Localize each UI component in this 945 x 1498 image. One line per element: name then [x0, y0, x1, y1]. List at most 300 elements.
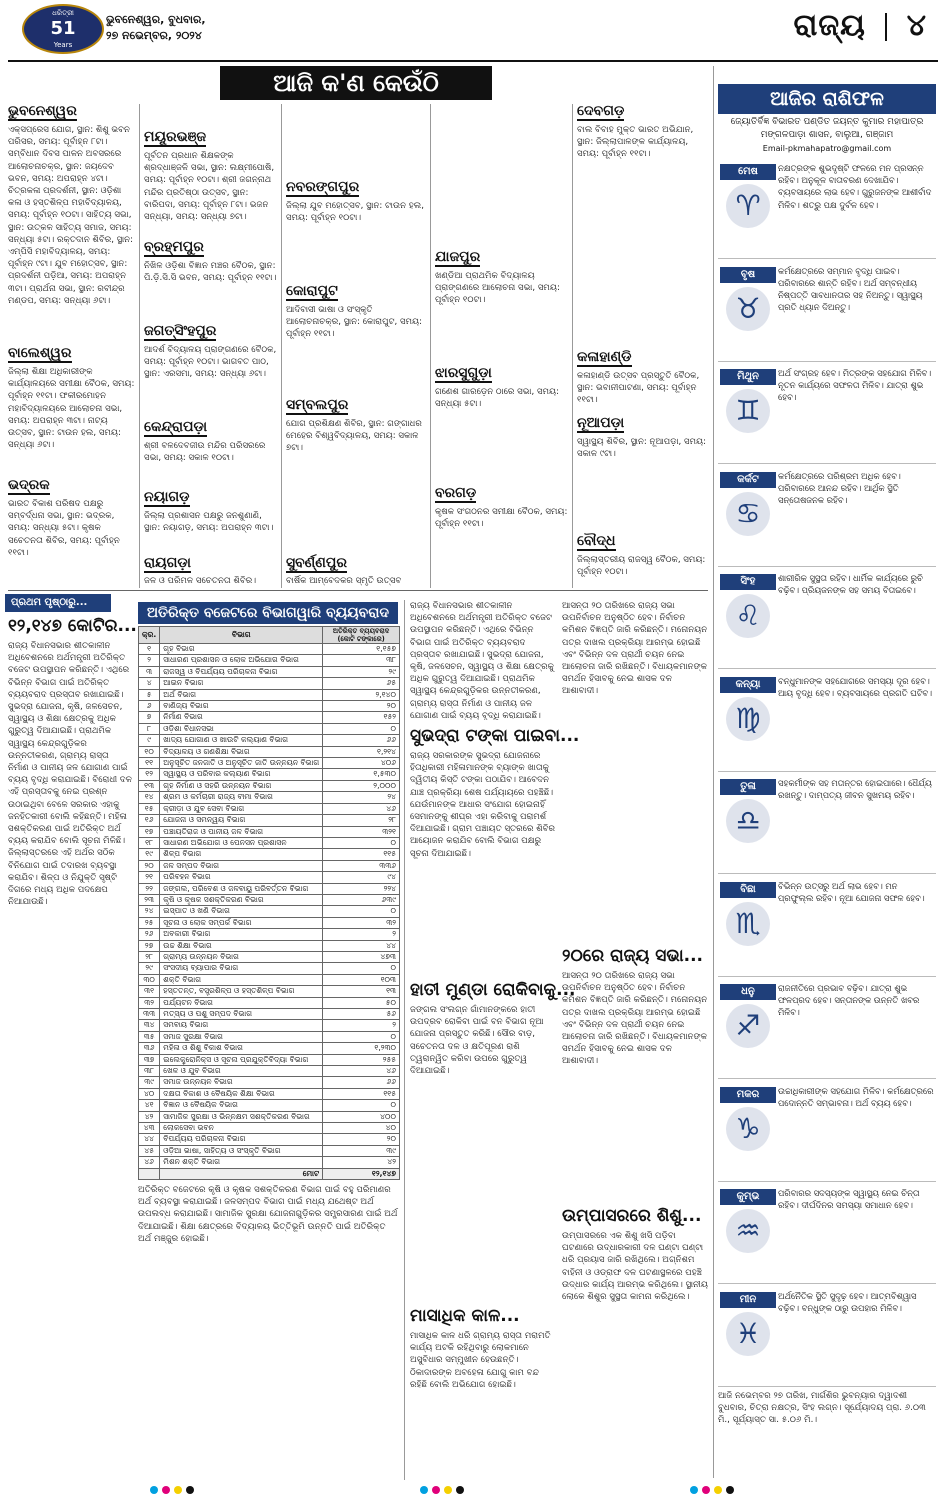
budget-cell-dept: ଇସ୍ପାତ ଓ ଖଣି ବିଭାଗ: [160, 906, 323, 917]
table-row: [139, 906, 400, 917]
horoscope-sign-row: [718, 671, 936, 772]
budget-cell-sl: ୪: [139, 678, 160, 689]
budget-cell-dept: ସାଧାରଣ ପ୍ରଶାସନ ଓ ଲୋକ ଅଭିଯୋଗ ବିଭାଗ: [160, 655, 323, 666]
sign-name: ମିଥୁନ: [720, 369, 776, 385]
budget-cell-amt: ୬୬: [323, 1077, 400, 1088]
budget-cell-amt: ୨,୧୪୦: [323, 689, 400, 700]
budget-cell-sl: ୨୪: [139, 906, 160, 917]
table-row: [139, 997, 400, 1008]
zodiac-sign-icon: ♉: [726, 287, 770, 331]
city-heading-kendrapara: କେନ୍ଦ୍ରାପଡ଼ା: [144, 420, 207, 437]
city-heading-sambalpur: ସମ୍ବଲପୁର: [286, 398, 348, 415]
section-banner: ଆଜି କ'ଣ କେଉଁଠି: [220, 66, 492, 100]
budget-cell-amt: ୦: [323, 1100, 400, 1111]
budget-cell-dept: ଅର୍ଥ ବିଭାଗ: [160, 689, 323, 700]
budget-cell-amt: ୫୦: [323, 997, 400, 1008]
budget-cell-amt: ୧୦୩: [323, 974, 400, 985]
budget-cell-sl: ୩୫: [139, 1031, 160, 1042]
budget-cell-dept: ଓଡ଼ିଶା ବିଧାନସଭା: [160, 723, 323, 734]
sign-prediction: ଅର୍ଥ ସଂଗ୍ରହ ହେବ। ମିତ୍ରଙ୍କ ସହଯୋଗ ମିଳିବ। ନୂତନ କାର୍ଯ୍ୟରେ ସଫଳତା ମିଳିବ। ଯାତ୍ରା ଶୁଭ ହେବ।: [778, 368, 932, 403]
zodiac-sign-icon: ♐: [726, 1004, 770, 1048]
sign-name: ସିଂହ: [720, 574, 776, 590]
table-row: [139, 1020, 400, 1031]
budget-cell-dept: ହସ୍ତତନ୍ତ, ବସ୍ତ୍ରଶିଳ୍ପ ଓ ହସ୍ତଶିଳ୍ପ ବିଭାଗ: [160, 986, 323, 997]
budget-cell-dept: ମହିଳା ଓ ଶିଶୁ ବିକାଶ ବିଭାଗ: [160, 1043, 323, 1054]
budget-cell-sl: ୩୬: [139, 1043, 160, 1054]
budget-cell-amt: ୪୬: [323, 1066, 400, 1077]
table-row: [139, 951, 400, 962]
registration-dot: [444, 1486, 452, 1494]
page-number: ୪: [906, 8, 927, 43]
table-row: [139, 1157, 400, 1168]
budget-cell-sl: ୧୩: [139, 780, 160, 791]
table-row: [139, 929, 400, 940]
column-divider: [404, 600, 405, 1480]
events-text-rayagada: ଜଳ ଓ ପରିମଳ ସଚେତନତା ଶିବିର।: [144, 576, 257, 586]
newspaper-logo: [22, 4, 104, 54]
city-heading-nuapada: ନୂଆପଡ଼ା: [577, 416, 624, 433]
city-heading-jharsuguda: ଝାରସୁଗୁଡ଼ା: [435, 366, 492, 383]
budget-cell-sl: ୪୦: [139, 1088, 160, 1099]
budget-cell-dept: ଗୃହ ବିଭାଗ: [160, 644, 323, 655]
section-rule: [8, 590, 708, 591]
budget-cell-amt: ୪୪: [323, 940, 400, 951]
budget-cell-dept: ଲୋକସେବା ଭବନ: [160, 1123, 323, 1134]
table-row: [139, 883, 400, 894]
horoscope-banner: ଆଜିର ରାଶିଫଳ: [718, 84, 936, 114]
budget-cell-sl: ୧୦: [139, 746, 160, 757]
budget-cell-dept: ଗୃହ ନିର୍ମାଣ ଓ ସହରି ଉନ୍ନୟନ ବିଭାଗ: [160, 780, 323, 791]
sign-prediction: ଅର୍ଥନୈତିକ ସ୍ଥିତି ସୁଦୃଢ଼ ହେବ। ଆତ୍ମବିଶ୍ୱାସ ବଢ଼ିବ। ବନ୍ଧୁଙ୍କ ଠାରୁ ଉପହାର ମିଳିବ।: [778, 1290, 917, 1313]
horoscope-sign-row: [718, 876, 936, 977]
budget-cell-dept: ଆଇନ ବିଭାଗ: [160, 678, 323, 689]
city-heading-balasore: ବାଲେଶ୍ୱର: [8, 346, 72, 363]
table-row: [139, 1123, 400, 1134]
budget-cell-dept: ବିଜ୍ଞାନ ଓ ବୈଷୟିକ ବିଭାଗ: [160, 1100, 323, 1111]
table-row: [139, 758, 400, 769]
city-heading-rayagada: ରାୟଗଡ଼ା: [144, 556, 191, 573]
sign-prediction: ଶାରୀରିକ ସୁସ୍ଥତା ରହିବ। ଧାର୍ମିକ କାର୍ଯ୍ୟରେ ରୁଚି ବଢ଼ିବ। ପ୍ରିୟଜନଙ୍କ ସହ ସମୟ ବିତାଇବେ।: [778, 573, 923, 596]
sign-name: ଧନୁ: [720, 984, 776, 1000]
zodiac-sign-icon: ♓: [726, 1312, 770, 1356]
city-heading-deogarh: ଦେବଗଡ଼: [577, 104, 624, 121]
table-row: [139, 917, 400, 928]
budget-cell-sl: ୨୦: [139, 860, 160, 871]
zodiac-sign-icon: ♎: [726, 799, 770, 843]
city-heading-bhadrak: ଭଦ୍ରକ: [8, 478, 50, 495]
budget-cell-amt: ୦: [323, 837, 400, 848]
budget-cell-dept: କୃଷି ଓ କୃଷକ ସଶକ୍ତିକରଣ ବିଭାଗ: [160, 894, 323, 905]
budget-cell-amt: ୨୫୫: [323, 1054, 400, 1065]
budget-cell-amt: ୬୩୯: [323, 894, 400, 905]
city-heading-nayagarh: ନୟାଗଡ଼: [144, 490, 190, 507]
sign-name: ବିଛା: [720, 882, 776, 898]
budget-cell-amt: ୨୨୪: [323, 883, 400, 894]
article-child-borewell: ଉମ୍ପାସରରେ ଏକ ଶିଶୁ ଖସି ପଡ଼ିବା ଘଟଣାରେ ଉଦ୍ଧାରକାରୀ ଦଳ ଘଣ୍ଟା ଘଣ୍ଟା ଧରି ପ୍ରୟାସ ଜାରି ରଖିଥିଲେ। ଅଗ୍ନିଶମ ବାହିନୀ ଓ ଓଡ୍ରାଫ ଦଳ ଘଟଣାସ୍ଥଳରେ ପହଞ୍ଚି ଉଦ୍ଧାର କାର୍ଯ୍ୟ ଆରମ୍ଭ କରିଥିଲେ। ସ୍ଥାନୀୟ ଲୋକେ ଶିଶୁର ସୁସ୍ଥତା କାମନା କରିଥିଲେ।: [562, 1231, 708, 1303]
budget-cell-sl: ୩୦: [139, 974, 160, 985]
table-row: [139, 1134, 400, 1145]
registration-dot: [726, 1486, 734, 1494]
budget-total-label: ମୋଟ: [160, 1168, 323, 1179]
budget-cell-sl: ୬: [139, 701, 160, 712]
budget-cell-sl: ୮: [139, 723, 160, 734]
budget-cell-amt: ୨,୦୦୦: [323, 780, 400, 791]
events-text-koraput: ଆଦିବାସୀ ଭାଷା ଓ ସଂସ୍କୃତି ଆଲୋଚନାଚକ୍ର, ସ୍ଥାନ: କୋରାପୁଟ, ସମୟ: ପୂର୍ବାହ୍ନ ୧୧ଟା।: [286, 305, 423, 340]
budget-cell-amt: ୧୩: [323, 986, 400, 997]
sign-name: କୁମ୍ଭ: [720, 1189, 776, 1205]
budget-cell-sl: ୩୪: [139, 1020, 160, 1031]
zodiac-sign-icon: ♏: [726, 902, 770, 946]
budget-cell-amt: ୨: [323, 929, 400, 940]
table-row: [139, 723, 400, 734]
column-divider: [572, 104, 573, 588]
col-dept-header: ବିଭାଗ: [160, 627, 323, 644]
horoscope-sign-row: [718, 1183, 936, 1284]
registration-dot: [150, 1486, 158, 1494]
budget-cell-dept: ଶ୍ରମ ଓ କର୍ମଚାରୀ ରାଜ୍ୟ ବୀମା ବିଭାଗ: [160, 792, 323, 803]
budget-cell-amt: ୧,୧୫୭: [323, 644, 400, 655]
table-row: [139, 1009, 400, 1020]
budget-table-body: [139, 644, 400, 1180]
sign-name: ତୁଳା: [720, 779, 776, 795]
sign-prediction: ନକ୍ଷତ୍ରଙ୍କ ଶୁଭଦୃଷ୍ଟି ଫଳରେ ମନ ପ୍ରସନ୍ନ ରହିବ। ଅନୁକୂଳ ବାତାବରଣ ଦେଖାଯିବ। ବ୍ୟବସାୟରେ ଲାଭ ହେବ। ଗୁରୁଜନଙ୍କ ଆଶୀର୍ବାଦ ମିଳିବ। ଶତ୍ରୁ ପକ୍ଷ ଦୁର୍ବଳ ହେବ।: [778, 163, 932, 210]
table-row: [139, 826, 400, 837]
budget-cell-dept: ବିପର୍ଯ୍ୟୟ ପରିଚାଳନା ବିଭାଗ: [160, 1134, 323, 1145]
events-text-nabarangpur: ଜିଲ୍ଲା ଯୁବ ମହୋତ୍ସବ, ସ୍ଥାନ: ଟାଉନ ହଲ, ସମୟ: ପୂର୍ବାହ୍ନ ୧୦ଟା।: [286, 201, 424, 224]
budget-cell-sl: ୩: [139, 666, 160, 677]
budget-cell-amt: ୨୮: [323, 815, 400, 826]
budget-cell-sl: ୩୭: [139, 1054, 160, 1065]
sign-name: ମୀନ: [720, 1292, 776, 1308]
budget-cell-dept: ସ୍ୱାସ୍ଥ୍ୟ ଓ ପରିବାର କଲ୍ୟାଣ ବିଭାଗ: [160, 769, 323, 780]
city-heading-mayurbhanj: ମୟୂରଭଞ୍ଜ: [144, 130, 206, 147]
headline-rajya-sabha: ୨୦ରେ ରାଜ୍ୟ ସଭା...: [562, 946, 704, 966]
budget-cell-sl: ୪୫: [139, 1145, 160, 1156]
events-text-nayagarh: ଜିଲ୍ଲା ପ୍ରଶାସନ ପକ୍ଷରୁ ଜନଶୁଣାଣି, ସ୍ଥାନ: ନୟାଗଡ଼, ସମୟ: ଅପରାହ୍ନ ୩ଟା।: [144, 511, 274, 534]
events-text-balasore: ଜିଲ୍ଲା ଶିକ୍ଷା ଅଧିକାରୀଙ୍କ କାର୍ଯ୍ୟାଳୟରେ ସମୀକ୍ଷା ବୈଠକ, ସମୟ: ପୂର୍ବାହ୍ନ ୧୧ଟା। ଫକୀରମୋହନ ମହାବିଦ୍ୟାଳୟରେ ଆଲୋଚନା ସଭା, ସମୟ: ଅପରାହ୍ନ ୩ଟା। ନାଟ୍ୟ ଉତ୍ସବ, ସ୍ଥାନ: ଟାଉନ ହଲ, ସମୟ: ସନ୍ଧ୍ୟା ୬ଟା।: [8, 367, 135, 451]
budget-table-title: ଅତିରିକ୍ତ ବଜେଟରେ ବିଭାଗୱାରି ବ୍ୟୟବରାଦ: [138, 602, 398, 624]
city-heading-subarnapur: ସୁବର୍ଣ୍ଣପୁର: [286, 556, 347, 573]
budget-cell-sl: ୯: [139, 735, 160, 746]
events-text-berhampur: ନିଖିଳ ଓଡ଼ିଶା ବିଜ୍ଞାନ ମଞ୍ଚର ବୈଠକ, ସ୍ଥାନ: ପି.ଡ଼ି.ସି.ସି ଭବନ, ସମୟ: ପୂର୍ବାହ୍ନ ୧୧ଟା।: [144, 261, 277, 284]
table-row: [139, 780, 400, 791]
events-text-subarnapur: ବାର୍ଷିକ ଆମ୍ବେଦକର ସ୍ମୃତି ଉତ୍ସବ: [286, 576, 402, 586]
budget-cell-amt: ୬୫: [323, 678, 400, 689]
zodiac-sign-icon: ♍: [726, 697, 770, 741]
article-top-middle: ରାଜ୍ୟ ବିଧାନସଭାର ଶୀତକାଳୀନ ଅଧିବେଶନରେ ଅର୍ଥମନ୍ତ୍ରୀ ଅତିରିକ୍ତ ବଜେଟ ଉପସ୍ଥାପନ କରିଛନ୍ତି। ଏଥିରେ ବିଭିନ୍ନ ବିଭାଗ ପାଇଁ ଅତିରିକ୍ତ ବ୍ୟୟବରାଦ ପ୍ରସ୍ତାବ ରଖାଯାଇଛି। ସୁଭଦ୍ରା ଯୋଜନା, କୃଷି, ଜଳସେଚନ, ସ୍ୱାସ୍ଥ୍ୟ ଓ ଶିକ୍ଷା କ୍ଷେତ୍ରକୁ ଅଧିକ ଗୁରୁତ୍ୱ ଦିଆଯାଇଛି। ପ୍ରାଥମିକ ସ୍ୱାସ୍ଥ୍ୟ କେନ୍ଦ୍ରଗୁଡ଼ିକର ଉନ୍ନତୀକରଣ, ଗ୍ରାମ୍ୟ ରାସ୍ତା ନିର୍ମାଣ ଓ ପାନୀୟ ଜଳ ଯୋଗାଣ ପାଇଁ ବ୍ୟୟ ବୃଦ୍ଧି କରାଯାଇଛି।: [410, 601, 554, 720]
section-name: ରାଜ୍ୟ: [793, 8, 866, 43]
budget-cell-sl: ୫: [139, 689, 160, 700]
table-row: [139, 963, 400, 974]
budget-cell-amt: ୪୭୩: [323, 951, 400, 962]
sign-name: ବୃଷ: [720, 267, 776, 283]
sign-name: ମକର: [720, 1087, 776, 1103]
horoscope-sign-row: [718, 978, 936, 1079]
astrologer-name: ଜ୍ୟୋତିର୍ବିଜ୍ଞ ବିଭାରତ ପଣ୍ଡିତ ଜୟନ୍ତ କୁମାର ମହାପାତ୍ର: [730, 117, 924, 127]
budget-cell-sl: ୧୪: [139, 792, 160, 803]
budget-cell-dept: ପଞ୍ଚାୟତିରାଜ ଓ ପାନୀୟ ଜଳ ବିଭାଗ: [160, 826, 323, 837]
budget-cell-dept: ସଂସଦୀୟ ବ୍ୟାପାର ବିଭାଗ: [160, 963, 323, 974]
budget-cell-dept: ସମବାୟ ବିଭାଗ: [160, 1020, 323, 1031]
registration-dot: [456, 1486, 464, 1494]
registration-dot: [432, 1486, 440, 1494]
headline-monthlong: ମାସାଧିକ କାଳ...: [410, 1306, 520, 1326]
events-text-sambalpur: ଯୋଗ ପ୍ରଶିକ୍ଷଣ ଶିବିର, ସ୍ଥାନ: ଗଙ୍ଗାଧର ମେହେର ବିଶ୍ୱବିଦ୍ୟାଳୟ, ସମୟ: ସକାଳ ୭ଟା।: [286, 419, 422, 454]
budget-cell-dept: ସମାଜ ଉନ୍ନୟନ ବିଭାଗ: [160, 1077, 323, 1088]
budget-cell-dept: ସମାଜ ସୁରକ୍ଷା ବିଭାଗ: [160, 1031, 323, 1042]
article-budget-crore: ରାଜ୍ୟ ବିଧାନସଭାର ଶୀତକାଳୀନ ଅଧିବେଶନରେ ଅର୍ଥମନ୍ତ୍ରୀ ଅତିରିକ୍ତ ବଜେଟ ଉପସ୍ଥାପନ କରିଛନ୍ତି। ଏଥିରେ ବିଭିନ୍ନ ବିଭାଗ ପାଇଁ ଅତିରିକ୍ତ ବ୍ୟୟବରାଦ ପ୍ରସ୍ତାବ ରଖାଯାଇଛି। ସୁଭଦ୍ରା ଯୋଜନା, କୃଷି, ଜଳସେଚନ, ସ୍ୱାସ୍ଥ୍ୟ ଓ ଶିକ୍ଷା କ୍ଷେତ୍ରକୁ ଅଧିକ ଗୁରୁତ୍ୱ ଦିଆଯାଇଛି। ପ୍ରାଥମିକ ସ୍ୱାସ୍ଥ୍ୟ କେନ୍ଦ୍ରଗୁଡ଼ିକର ଉନ୍ନତୀକରଣ, ଗ୍ରାମ୍ୟ ରାସ୍ତା ନିର୍ମାଣ ଓ ପାନୀୟ ଜଳ ଯୋଗାଣ ପାଇଁ ବ୍ୟୟ ବୃଦ୍ଧି କରାଯାଇଛି। ବିରୋଧୀ ଦଳ ଏହି ପ୍ରସ୍ତାବକୁ ନେଇ ପ୍ରଶ୍ନ ଉଠାଇଥିବା ବେଳେ ସରକାର ଏହାକୁ ଜନହିତକାରୀ ବୋଲି କହିଛନ୍ତି। ମହିଳା ସଶକ୍ତିକରଣ ପାଇଁ ଅତିରିକ୍ତ ଅର୍ଥ ବ୍ୟୟ କରାଯିବ ବୋଲି ସୂଚନା ମିଳିଛି। ଜିଲ୍ଲାସ୍ତରରେ ଏହି ଅର୍ଥର ସଠିକ ବିନିଯୋଗ ପାଇଁ ତଦାରଖ ବ୍ୟବସ୍ଥା କରାଯିବ। ଶିଳ୍ପ ଓ ନିଯୁକ୍ତି ସୃଷ୍ଟି ଦିଗରେ ମଧ୍ୟ ଅଧିକ ପଦକ୍ଷେପ ନିଆଯାଉଛି।: [8, 641, 132, 908]
budget-cell-amt: ୩୮: [323, 655, 400, 666]
table-row: [139, 815, 400, 826]
registration-dot: [702, 1486, 710, 1494]
budget-cell-amt: ୬୬: [323, 735, 400, 746]
budget-cell-amt: ୩୯: [323, 1145, 400, 1156]
astrologer-place: ମଙ୍ଗଳପାଡ଼ା ଶାସନ, ବାଲୁଆ, ଗଞ୍ଜାମ: [760, 130, 894, 140]
table-row: [139, 1043, 400, 1054]
table-row: [139, 1100, 400, 1111]
budget-cell-dept: ଅବକାରୀ ବିଭାଗ: [160, 929, 323, 940]
budget-cell-dept: ଜଙ୍ଗଲ, ପରିବେଶ ଓ ଜଳବାୟୁ ପରିବର୍ତ୍ତନ ବିଭାଗ: [160, 883, 323, 894]
budget-total-value: ୧୨,୧୪୭: [323, 1168, 400, 1179]
events-text-mayurbhanj: ପୂର୍ବତନ ପ୍ରଧାନ ଶିକ୍ଷକଙ୍କ ଶ୍ରଦ୍ଧାଞ୍ଜଳି ସଭା, ସ୍ଥାନ: ଲକ୍ଷ୍ମୀପୋଷି, ସମୟ: ପୂର୍ବାହ୍ନ ୧୦ଟା। ଶ୍ରୀ ଜଗନ୍ନାଥ ମନ୍ଦିର ପ୍ରତିଷ୍ଠା ଉତ୍ସବ, ସ୍ଥାନ: ବାରିପଦା, ସମୟ: ପୂର୍ବାହ୍ନ ୮ଟା। ଭଜନ ସନ୍ଧ୍ୟା, ସମୟ: ସନ୍ଧ୍ୟା ୭ଟା।: [144, 151, 275, 223]
table-row: [139, 792, 400, 803]
budget-cell-dept: ଯୋଜନା ଓ ସମନ୍ୱୟ ବିଭାଗ: [160, 815, 323, 826]
events-text-nuapada: ସ୍ୱାସ୍ଥ୍ୟ ଶିବିର, ସ୍ଥାନ: ନୂଆପଡ଼ା, ସମୟ: ସକାଳ ୯ଟା।: [577, 437, 707, 460]
column-divider: [713, 66, 714, 1478]
budget-cell-amt: ୦: [323, 1031, 400, 1042]
city-heading-kalahandi: କଳାହାଣ୍ଡି: [577, 350, 632, 367]
table-row: [139, 735, 400, 746]
dateline: [106, 12, 206, 44]
events-text-deogarh: ବାଲ ବିବାହ ମୁକ୍ତ ଭାରତ ଅଭିଯାନ, ସ୍ଥାନ: ଜିଲ୍ଲାପାଳଙ୍କ କାର୍ଯ୍ୟାଳୟ, ସମୟ: ପୂର୍ବାହ୍ନ ୧୧ଟା।: [577, 125, 694, 160]
budget-cell-amt: ୧୧୫: [323, 1088, 400, 1099]
city-heading-berhampur: ବ୍ରହ୍ମପୁର: [144, 240, 204, 257]
table-row: [139, 1077, 400, 1088]
budget-cell-amt: ୫୬: [323, 1009, 400, 1020]
article-monthlong: ମାସାଧିକ କାଳ ଧରି ଗ୍ରାମ୍ୟ ରାସ୍ତା ମରାମତି କାର୍ଯ୍ୟ ଅଟକି ରହିଥିବାରୁ ଲୋକମାନେ ଅସୁବିଧାର ସମ୍ମୁଖୀନ ହେଉଛନ୍ତି। ଠିକାଦାରଙ୍କ ଅବହେଳା ଯୋଗୁ କାମ ବନ୍ଦ ରହିଛି ବୋଲି ଅଭିଯୋଗ ହୋଇଛି।: [410, 1331, 551, 1390]
budget-cell-sl: ୩୯: [139, 1077, 160, 1088]
table-row: [139, 1145, 400, 1156]
horoscope-sign-row: [718, 773, 936, 874]
almanac-text: ଆଜି ନଭେମ୍ବର ୨୭ ତାରିଖ, ମାର୍ଗଶିର ଭୁବନ୍ୟାର ଦ୍ୱାଦଶୀ ବୁଧବାର, ଚିତ୍ରା ନକ୍ଷତ୍ର, ସିଂହ ଲଗ୍ନ। ସୂର୍ଯ୍ୟୋଦୟ ପ୍ରା. ୬.୦୩ ମି., ସୂର୍ଯ୍ୟାସ୍ତ ସା. ୫.୦୬ ମି.।: [718, 1391, 926, 1426]
budget-cell-sl: ୨୮: [139, 951, 160, 962]
budget-cell-dept: ଖେଳ ଓ ଯୁବ ବିଭାଗ: [160, 1066, 323, 1077]
logo-brand: ଧରିତ୍ରୀ: [52, 9, 74, 17]
budget-cell-amt: ୨୦: [323, 701, 400, 712]
budget-cell-sl: ୨୫: [139, 917, 160, 928]
budget-cell-amt: ୩୩୬: [323, 860, 400, 871]
budget-cell-dept: ଓଡ଼ିଆ ଭାଷା, ସାହିତ୍ୟ ଓ ସଂସ୍କୃତି ବିଭାଗ: [160, 1145, 323, 1156]
horoscope-sign-row: [718, 1286, 936, 1387]
sign-prediction: ବିଭିନ୍ନ ଉତ୍ସରୁ ଅର୍ଥ ଲାଭ ହେବ। ମନ ପ୍ରଫୁଲ୍ଲ ରହିବ। ନୂଆ ଯୋଜନା ସଫଳ ହେବ।: [778, 880, 925, 903]
page-section-label: [794, 8, 927, 43]
city-heading-nabarangpur: ନବରଙ୍ଗପୁର: [286, 180, 359, 197]
zodiac-sign-icon: ♑: [726, 1107, 770, 1151]
table-row: [139, 769, 400, 780]
budget-cell-dept: ଶିଳ୍ପ ବିଭାଗ: [160, 849, 323, 860]
table-header-row: [139, 627, 400, 644]
headline-budget-crore: ୧୨,୧୪୭ କୋଟିର...: [8, 616, 137, 636]
events-text-kalahandi: କଳାହାଣ୍ଡି ଉତ୍ସବ ପ୍ରସ୍ତୁତି ବୈଠକ, ସ୍ଥାନ: ଭବାନୀପାଟଣା, ସମୟ: ପୂର୍ବାହ୍ନ ୧୧ଟା।: [577, 371, 700, 406]
sign-name: କର୍କଟ: [720, 472, 776, 488]
table-row: [139, 644, 400, 655]
budget-cell-dept: ବାଣିଜ୍ୟ ବିଭାଗ: [160, 701, 323, 712]
budget-cell-amt: ୨୯: [323, 666, 400, 677]
budget-cell-sl: ୪୬: [139, 1157, 160, 1168]
budget-cell-dept: ଗ୍ରାମ୍ୟ ଉନ୍ନୟନ ବିଭାଗ: [160, 951, 323, 962]
budget-cell-dept: ସାଧାରଣ ଅଭିଯୋଗ ଓ ପେନସନ ପ୍ରଶାସନ: [160, 837, 323, 848]
table-row: [139, 1111, 400, 1122]
budget-cell-dept: ମିଶନ ଶକ୍ତି ବିଭାଗ: [160, 1157, 323, 1168]
table-row: [139, 655, 400, 666]
events-text-boudh: ଜିଲ୍ଲାସ୍ତରୀୟ ରାଜସ୍ୱ ବୈଠକ, ସମୟ: ପୂର୍ବାହ୍ନ ୧୦ଟା।: [577, 555, 706, 578]
logo-years: 51: [50, 18, 76, 39]
budget-cell-amt: ୨: [323, 1020, 400, 1031]
article-rajya-sabha: ଆସନ୍ତା ୨୦ ତାରିଖରେ ରାଜ୍ୟ ସଭା ଉପନିର୍ବାଚନ ଅନୁଷ୍ଠିତ ହେବ। ନିର୍ବାଚନ କମିଶନ ବିଜ୍ଞପ୍ତି ଜାରି କରିଛନ୍ତି। ମନୋନୟନ ପତ୍ର ଦାଖଲ ପ୍ରକ୍ରିୟା ଆରମ୍ଭ ହୋଇଛି ଏବଂ ବିଭିନ୍ନ ଦଳ ପ୍ରାର୍ଥୀ ଚୟନ ନେଇ ଆଲୋଚନା ଜାରି ରଖିଛନ୍ତି। ବିଧାୟକମାନଙ୍କ ସମର୍ଥନ ହିସାବକୁ ନେଇ ଶାସକ ଦଳ ଆଶାବାଦୀ।: [562, 971, 708, 1067]
events-text-bargarh: କୃଷକ ସଂଗଠନର ସମୀକ୍ଷା ବୈଠକ, ସମୟ: ପୂର୍ବାହ୍ନ ୧୧ଟା।: [435, 507, 568, 530]
table-row: [139, 974, 400, 985]
headline-subhadra: ସୁଭଦ୍ରା ଟଙ୍କା ପାଇବା...: [410, 726, 580, 746]
table-row: [139, 1088, 400, 1099]
registration-dot: [162, 1486, 170, 1494]
table-row: [139, 1066, 400, 1077]
budget-cell-dept: ଦକ୍ଷତା ବିକାଶ ଓ ବୈଷୟିକ ଶିକ୍ଷା ବିଭାଗ: [160, 1088, 323, 1099]
budget-cell-sl: ୧୮: [139, 837, 160, 848]
events-text-kendrapara: ଶ୍ରୀ ବଳଦେବଜୀଉ ମନ୍ଦିର ପରିସରରେ ସଭା, ସମୟ: ସକାଳ ୧୦ଟା।: [144, 441, 266, 464]
sign-prediction: କର୍ମକ୍ଷେତ୍ରରେ ପରିଶ୍ରମ ଅଧିକ ହେବ। ପରିବାରରେ ଆନନ୍ଦ ରହିବ। ଆର୍ଥିକ ସ୍ଥିତି ସନ୍ତୋଷଜନକ ରହିବ।: [778, 470, 901, 505]
dateline-city-day: ଭୁବନେଶ୍ୱର, ବୁଧବାର,: [106, 13, 206, 26]
sign-prediction: ସହକର୍ମୀଙ୍କ ସହ ମତାନ୍ତର ହୋଇପାରେ। ଧୈର୍ଯ୍ୟ ରଖନ୍ତୁ। ଦାମ୍ପତ୍ୟ ଜୀବନ ସୁଖମୟ ରହିବ।: [778, 778, 932, 801]
city-heading-koraput: କୋରାପୁଟ: [286, 284, 338, 301]
registration-dot: [690, 1486, 698, 1494]
table-row: [139, 1031, 400, 1042]
budget-cell-amt: ୩୨: [323, 917, 400, 928]
budget-cell-dept: ରାଜସ୍ୱ ଓ ବିପର୍ଯ୍ୟୟ ପରିଚାଳନା ବିଭାଗ: [160, 666, 323, 677]
budget-cell-dept: ଉଚ୍ଚ ଶିକ୍ଷା ବିଭାଗ: [160, 940, 323, 951]
astrologer-email: Email-pkmahapatro@gmail.com: [762, 144, 892, 153]
budget-cell-sl: ୨୯: [139, 963, 160, 974]
zodiac-sign-icon: ♊: [726, 389, 770, 433]
budget-cell-dept: ବିଦ୍ୟାଳୟ ଓ ଗଣଶିକ୍ଷା ବିଭାଗ: [160, 746, 323, 757]
budget-cell-amt: ୨୦: [323, 1134, 400, 1145]
budget-cell-amt: ୧,୨୩୦: [323, 1043, 400, 1054]
budget-cell-amt: ୦: [323, 963, 400, 974]
sign-prediction: କର୍ମକ୍ଷେତ୍ରରେ ସମ୍ମାନ ବୃଦ୍ଧି ପାଇବ। ପରିବାରରେ ଶାନ୍ତି ରହିବ। ଅର୍ଥ ସମ୍ବନ୍ଧୀୟ ନିଷ୍ପତ୍ତି ସାବଧାନତାର ସହ ନିଅନ୍ତୁ। ସ୍ୱାସ୍ଥ୍ୟ ପ୍ରତି ଧ୍ୟାନ ଦିଅନ୍ତୁ।: [778, 265, 923, 313]
article-elephant: ଜଙ୍ଗଲ ସଂଲଗ୍ନ ଗାଁମାନଙ୍କରେ ହାତୀ ଉପଦ୍ରବ ରୋକିବା ପାଇଁ ବନ ବିଭାଗ ନୂଆ ଯୋଜନା ପ୍ରସ୍ତୁତ କରିଛି। ସୌର ବାଡ଼, ସଚେତନତା ଦଳ ଓ କ୍ଷତିପୂରଣ ରାଶି ତ୍ୱରାନ୍ୱିତ କରିବା ଉପରେ ଗୁରୁତ୍ୱ ଦିଆଯାଇଛି।: [410, 1005, 544, 1077]
city-heading-jajpur: ଯାଜପୁର: [435, 250, 480, 267]
print-registration-bar: [0, 1486, 945, 1494]
article-budget-continued: ଅତିରିକ୍ତ ବଜେଟରେ କୃଷି ଓ କୃଷକ ସଶକ୍ତିକରଣ ବିଭାଗ ପାଇଁ ବହୁ ପରିମାଣର ଅର୍ଥ ବ୍ୟବସ୍ଥା କରାଯାଇଛି। ଜଳସମ୍ପଦ ବିଭାଗ ପାଇଁ ମଧ୍ୟ ଯଥେଷ୍ଟ ଅର୍ଥ ଉପଲବ୍ଧ କରାଯାଇଛି। ସାମାଜିକ ସୁରକ୍ଷା ଯୋଜନାଗୁଡ଼ିକର ସମ୍ପ୍ରସାରଣ ପାଇଁ ଅର୍ଥ ଦିଆଯାଇଛି। ଶିକ୍ଷା କ୍ଷେତ୍ରରେ ବିଦ୍ୟାଳୟ ଭିତ୍ତିଭୂମି ଉନ୍ନତି ପାଇଁ ଅତିରିକ୍ତ ଅର୍ଥ ମଞ୍ଜୁର ହୋଇଛି।: [138, 1185, 398, 1244]
budget-cell-amt: ୪୨: [323, 1157, 400, 1168]
events-text-jharsuguda: ଗଣେଶ ଗାରଡ଼େନ ଠାରେ ସଭା, ସମୟ: ସନ୍ଧ୍ୟା ୫ଟା।: [435, 387, 559, 410]
sign-prediction: ପରିବାରର ସଦସ୍ୟଙ୍କ ସ୍ୱାସ୍ଥ୍ୟ ନେଇ ଚିନ୍ତା ରହିବ। ଦୀର୍ଘଦିନର ସମସ୍ୟା ସମାଧାନ ହେବ।: [778, 1188, 920, 1211]
horoscope-sign-row: [718, 568, 936, 669]
column-divider: [281, 104, 282, 588]
budget-cell-sl: ୩୨: [139, 997, 160, 1008]
events-text-jajpur: ଖଣ୍ଡିଆ ପ୍ରାଥମିକ ବିଦ୍ୟାଳୟ ପ୍ରାଙ୍ଗଣରେ ଆଲୋଚନା ସଭା, ସମୟ: ପୂର୍ବାହ୍ନ ୧୦ଟା।: [435, 271, 560, 306]
horoscope-sign-row: [718, 363, 936, 464]
table-row: [139, 712, 400, 723]
col-sl-header: କ୍ର.: [139, 627, 160, 644]
budget-cell-amt: ୧୫୨: [323, 712, 400, 723]
masthead-rule: [8, 60, 938, 62]
budget-cell-amt: ୪୦: [323, 1123, 400, 1134]
headline-child-borewell: ଉମ୍ପାସରରେ ଶିଶୁ...: [562, 1206, 702, 1226]
column-divider: [139, 104, 140, 588]
budget-cell-sl: ୪୨: [139, 1111, 160, 1122]
table-row: [139, 872, 400, 883]
zodiac-sign-icon: ♌: [726, 594, 770, 638]
article-right-middle: ଆସନ୍ତା ୨୦ ତାରିଖରେ ରାଜ୍ୟ ସଭା ଉପନିର୍ବାଚନ ଅନୁଷ୍ଠିତ ହେବ। ନିର୍ବାଚନ କମିଶନ ବିଜ୍ଞପ୍ତି ଜାରି କରିଛନ୍ତି। ମନୋନୟନ ପତ୍ର ଦାଖଲ ପ୍ରକ୍ରିୟା ଆରମ୍ଭ ହୋଇଛି ଏବଂ ବିଭିନ୍ନ ଦଳ ପ୍ରାର୍ଥୀ ଚୟନ ନେଇ ଆଲୋଚନା ଜାରି ରଖିଛନ୍ତି। ବିଧାୟକମାନଙ୍କ ସମର୍ଥନ ହିସାବକୁ ନେଇ ଶାସକ ଦଳ ଆଶାବାଦୀ।: [562, 601, 708, 697]
budget-cell-amt: ୧୧୫: [323, 849, 400, 860]
events-text-bhubaneswar: ଏକ୍ସପ୍ରେସ ଯୋଗ, ସ୍ଥାନ: ଶିଶୁ ଭବନ ପରିସର, ସମୟ: ପୂର୍ବାହ୍ନ ୮ଟା। ସମ୍ବିଧାନ ଦିବସ ପାଳନ ଅବସରରେ ଆଲୋଚନାଚକ୍ର, ସ୍ଥାନ: ଜୟଦେବ ଭବନ, ସମୟ: ଅପରାହ୍ନ ୪ଟା। ଚିତ୍ରକଳା ପ୍ରଦର୍ଶନୀ, ସ୍ଥାନ: ଓଡ଼ିଶା କଳା ଓ ହସ୍ତଶିଳ୍ପ ମହାବିଦ୍ୟାଳୟ, ସମୟ: ପୂର୍ବାହ୍ନ ୧୦ଟା। ସାହିତ୍ୟ ସଭା, ସ୍ଥାନ: ଉତ୍କଳ ସାହିତ୍ୟ ସମାଜ, ସମୟ: ସନ୍ଧ୍ୟା ୫ଟା। ରକ୍ତଦାନ ଶିବିର, ସ୍ଥାନ: ଏମ୍‌ପିସି ମହାବିଦ୍ୟାଳୟ, ସମୟ: ପୂର୍ବାହ୍ନ ୯ଟା। ଯୁବ ମହୋତ୍ସବ, ସ୍ଥାନ: ପ୍ରଦର୍ଶନୀ ପଡ଼ିଆ, ସମୟ: ଅପରାହ୍ନ ୩ଟା। ପ୍ରାର୍ଥନା ସଭା, ସ୍ଥାନ: ରବୀନ୍ଦ୍ର ମଣ୍ଡପ, ସମୟ: ସନ୍ଧ୍ୟା ୬ଟା।: [8, 125, 133, 306]
table-row: [139, 1054, 400, 1065]
budget-cell-amt: ୪୦୦: [323, 1111, 400, 1122]
table-row: [139, 860, 400, 871]
budget-table: [138, 626, 400, 1180]
budget-cell-amt: ୩୨୧: [323, 826, 400, 837]
table-row: [139, 986, 400, 997]
budget-cell-dept: ଅନୁସୂଚିତ ଜନଜାତି ଓ ଅନୁସୂଚିତ ଜାତି ଉନ୍ନୟନ ବିଭାଗ: [160, 758, 323, 769]
table-row: [139, 837, 400, 848]
budget-cell-sl: ୩୧: [139, 986, 160, 997]
sign-name: କନ୍ୟା: [720, 677, 776, 693]
budget-cell-dept: ପର୍ଯ୍ୟଟନ ବିଭାଗ: [160, 997, 323, 1008]
budget-cell-sl: ୨୩: [139, 894, 160, 905]
budget-cell-sl: ୨୨: [139, 883, 160, 894]
table-row: [139, 689, 400, 700]
zodiac-sign-icon: ♒: [726, 1209, 770, 1253]
budget-cell-sl: ୧୯: [139, 849, 160, 860]
budget-cell-dept: ନିର୍ମାଣ ବିଭାଗ: [160, 712, 323, 723]
budget-cell-sl: ୧୫: [139, 803, 160, 814]
budget-cell-sl: ୧୬: [139, 815, 160, 826]
budget-cell-dept: ସୂଚନା ଓ ଲୋକ ସମ୍ପର୍କ ବିଭାଗ: [160, 917, 323, 928]
registration-dot: [420, 1486, 428, 1494]
table-row: [139, 746, 400, 757]
table-row: [139, 894, 400, 905]
budget-cell-sl: ୧୨: [139, 769, 160, 780]
registration-dot: [174, 1486, 182, 1494]
registration-dot: [186, 1486, 194, 1494]
col-amt-header: ଅତିରିକ୍ତ ବ୍ୟୟବରାଦ (କୋଟି ଟଙ୍କାରେ): [323, 627, 400, 644]
horoscope-sign-row: [718, 1081, 936, 1182]
budget-cell-amt: ୨୪: [323, 792, 400, 803]
budget-cell-sl: ୨୭: [139, 940, 160, 951]
budget-cell-sl: ୪୩: [139, 1123, 160, 1134]
sign-prediction: ବନ୍ଧୁମାନଙ୍କ ସହଯୋଗରେ ସମସ୍ୟା ଦୂର ହେବ। ଆୟ ବୃଦ୍ଧି ହେବ। ବ୍ୟବସାୟରେ ପ୍ରଗତି ଘଟିବ।: [778, 675, 932, 698]
budget-cell-sl: ୩୩: [139, 1009, 160, 1020]
budget-cell-amt: ୧,୨୧୪: [323, 746, 400, 757]
events-text-mayurbhanj-intro: [144, 100, 278, 128]
budget-cell-amt: ୧,୫୩୦: [323, 769, 400, 780]
budget-cell-amt: ୪୬: [323, 803, 400, 814]
budget-cell-dept: ଜଳ ସମ୍ପଦ ବିଭାଗ: [160, 860, 323, 871]
column-divider: [430, 104, 431, 588]
sign-prediction: ରାଜନୀତିରେ ପ୍ରଭାବ ବଢ଼ିବ। ଯାତ୍ରା ଶୁଭ ଫଳପ୍ରଦ ହେବ। ସନ୍ତାନଙ୍କ ଉନ୍ନତି ଖବର ମିଳିବ।: [778, 983, 920, 1018]
logo-years-label: Years: [53, 41, 73, 49]
sign-prediction: ଉଚ୍ଚାଧିକାରୀଙ୍କ ସହଯୋଗ ମିଳିବ। କର୍ମକ୍ଷେତ୍ରରେ ପଦୋନ୍ନତି ସମ୍ଭାବନା। ଅର୍ଥ ବ୍ୟୟ ହେବ।: [778, 1085, 934, 1108]
table-row: [139, 666, 400, 677]
budget-cell-dept: ମତ୍ସ୍ୟ ଓ ପଶୁ ସମ୍ପଦ ବିଭାଗ: [160, 1009, 323, 1020]
headline-elephant: ହାତୀ ମୁଣ୍ଡା ରୋକିବାକୁ...: [410, 980, 576, 1000]
events-text-jagatsinghpur: ଆଦର୍ଶ ବିଦ୍ୟାଳୟ ପ୍ରାଙ୍ଗଣରେ ବୈଠକ, ସମୟ: ପୂର୍ବାହ୍ନ ୧୦ଟା। ଭାଗବତ ପାଠ, ସ୍ଥାନ: ଏରସମା, ସମୟ: ସନ୍ଧ୍ୟା ୬ଟା।: [144, 345, 277, 380]
table-total-row: [139, 1168, 400, 1179]
city-heading-bhubaneswar: ଭୁବନେଶ୍ୱର: [8, 104, 77, 121]
city-heading-jagatsinghpur: ଜଗତ୍‌ସିଂହପୁର: [144, 324, 216, 341]
table-row: [139, 849, 400, 860]
budget-cell-sl: ୧: [139, 644, 160, 655]
